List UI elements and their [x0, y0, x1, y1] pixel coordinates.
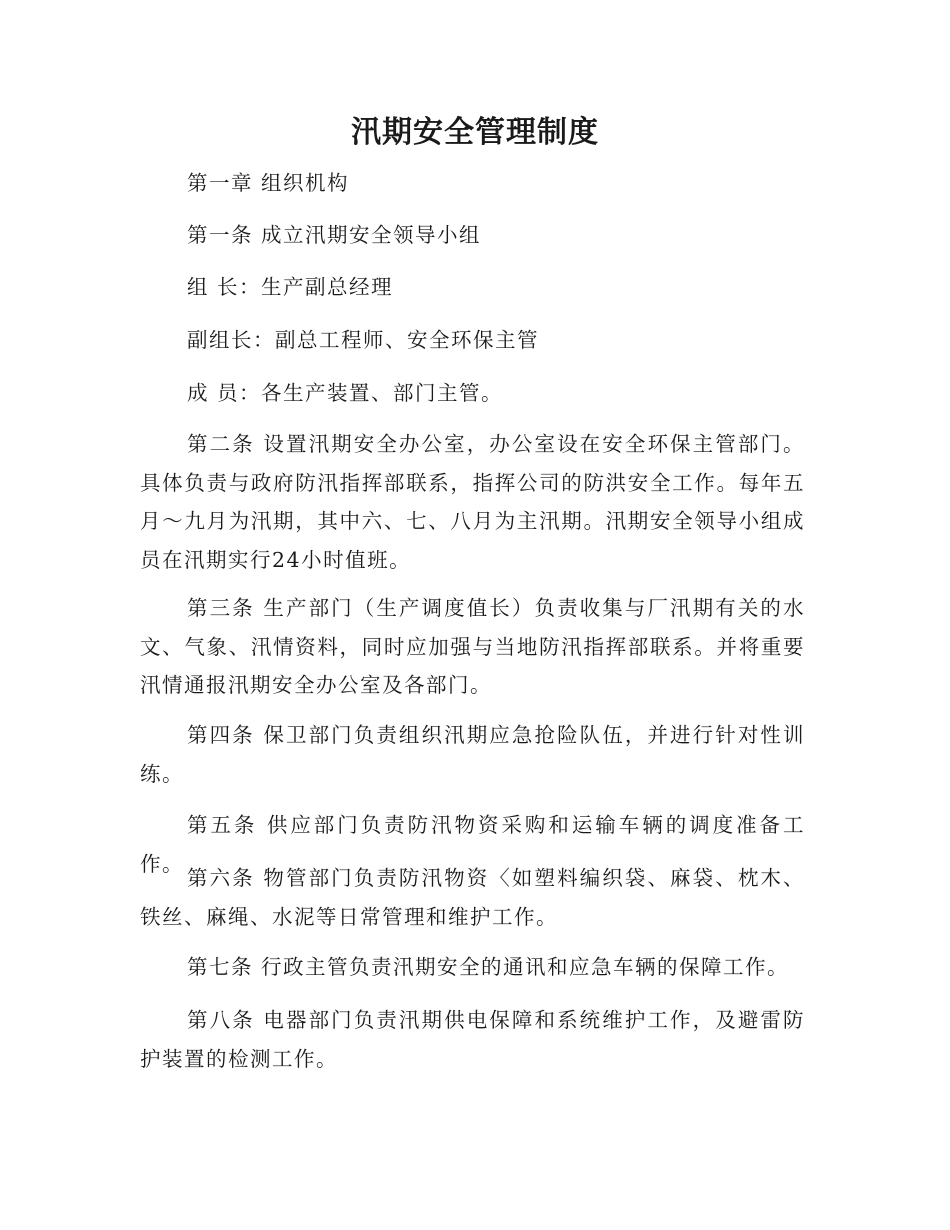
- article-1: 第一条 成立汛期安全领导小组: [187, 223, 482, 247]
- deputy-leader-line: 副组长：副总工程师、安全环保主管: [187, 328, 539, 352]
- article-7: 第七条 行政主管负责汛期安全的通讯和应急车辆的保障工作。: [187, 955, 790, 979]
- article-2: 第二条 设置汛期安全办公室，办公室设在安全环保主管部门。具体负责与政府防汛指挥部联系，指挥公司的防洪安全工作。每年五月～九月为汛期，其中六、七、八月为主汛期。汛期安全领导小组成员在汛期实行24小时值班。: [140, 432, 805, 572]
- document-title: 汛期安全管理制度: [351, 115, 599, 150]
- members-line: 成 员：各生产装置、部门主管。: [187, 381, 504, 405]
- article-6: 第六条 物管部门负责防汛物资〈如塑料编织袋、麻袋、枕木、铁丝、麻绳、水泥等日常管理和维护工作。: [140, 866, 805, 929]
- article-5: 第五条 供应部门负责防汛物资采购和运输车辆的调度准备工作。: [140, 813, 805, 876]
- article-8: 第八条 电器部门负责汛期供电保障和系统维护工作，及避雷防护装置的检测工作。: [140, 1008, 805, 1071]
- chapter-heading: 第一章 组织机构: [187, 171, 350, 195]
- leader-line: 组 长：生产副总经理: [187, 275, 394, 299]
- article-4: 第四条 保卫部门负责组织汛期应急抢险队伍，并进行针对性训练。: [140, 723, 805, 786]
- article-3: 第三条 生产部门（生产调度值长）负责收集与厂汛期有关的水文、气象、汛情资料，同时应加强与当地防汛指挥部联系。并将重要汛情通报汛期安全办公室及各部门。: [140, 596, 805, 697]
